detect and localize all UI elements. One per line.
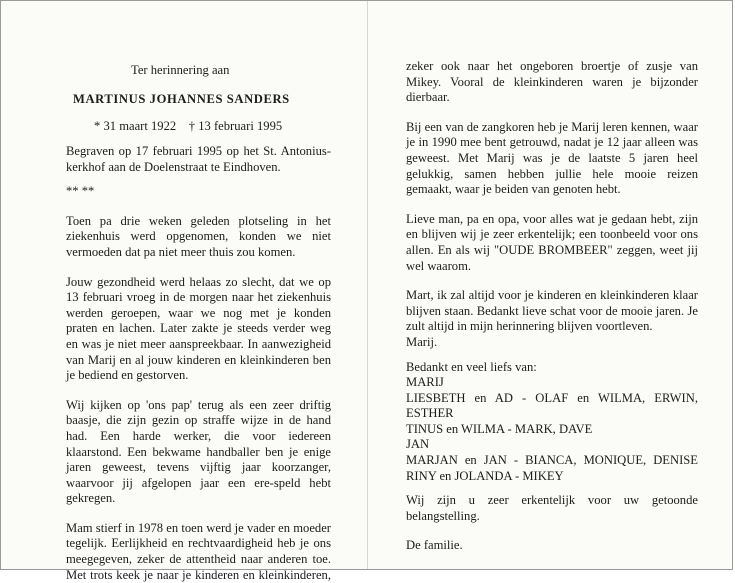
paragraph: Wij kijken op 'ons pap' terug als een zeer driftig baasje, die zijn gezin op straffe wijze in de hand had. Een harde werker, die voor iedereen klaarstond. Een bekwame handballer ben je enige jaren geweest, tevens vijftig jaar koorzanger, waarvoor jij afgelopen jaar een ere-speld hebt gekregen.: [66, 397, 331, 506]
left-column: [66, 144, 331, 583]
paragraph: zeker ook naar het ongeboren broertje of zusje van Mikey. Vooral de kleinkinderen waren je bijzonder dierbaar.: [406, 59, 698, 105]
paragraph: Lieve man, pa en opa, voor alles wat je gedaan hebt, zijn en blijven wij je zeer erkentelijk; een toonbeeld voor ons allen. En als wij "OUDE BROMBEER" zeggen, weet jij wel waarom.: [406, 211, 698, 273]
fold-line: [367, 1, 368, 569]
closing: De familie.: [406, 538, 463, 553]
signature: Marij.: [406, 334, 438, 349]
burial-text: Begraven op 17 februari 1995 op het St. Antonius-kerkhof aan de Doelenstraat te Eindhoven.: [66, 144, 331, 174]
paragraph: Mart, ik zal altijd voor je kinderen en kleinkinderen klaar blijven staan. Bedankt lieve schat voor de mooie jaren. Je zult altijd in mijn herinnering blijven voortleven.: [406, 288, 698, 334]
intro-line: Ter herinnering aan: [131, 63, 230, 77]
paragraph: Mam stierf in 1978 en toen werd je vader en moeder tegelijk. Eerlijkheid en rechtvaardigheid heb je ons meegegeven, zeker de attentheid naar anderen toe. Met trots keek je naar je kinderen en kleinkinderen,: [66, 520, 331, 582]
right-column: [406, 59, 698, 554]
family-line: TINUS en WILMA - MARK, DAVE: [406, 421, 593, 436]
life-dates: * 31 maart 1922 † 13 februari 1995: [94, 119, 283, 133]
family-line: ESTHER: [406, 406, 454, 421]
deceased-name: MARTINUS JOHANNES SANDERS: [73, 92, 290, 106]
family-line: MARIJ: [406, 375, 444, 390]
family-line: JAN: [406, 437, 430, 452]
paragraph: Bij een van de zangkoren heb je Marij leren kennen, waar je in 1990 mee bent getrouwd, nadat je 12 jaar alleen was geweest. Met Marij was je de laatste 5 jaren heel gelukkig, samen hebben jullie hele mooie reizen gemaakt, waar je beiden van genoten hebt.: [406, 119, 698, 197]
paragraph: Wij zijn u zeer erkentelijk voor uw getoonde belangstelling.: [406, 493, 698, 523]
separator: ** **: [66, 184, 95, 199]
paragraph: Jouw gezondheid werd helaas zo slecht, dat we op 13 februari vroeg in de morgen naar het ziekenhuis werden geroepen, waar we nog met je konden praten en lachen. Later zakte je steeds verder weg en was je niet meer aanspreekbaar. In aanwezigheid van Marij en al jouw kinderen en kleinkinderen ben je bediend en gestorven.: [66, 274, 331, 383]
family-line: LIESBETH en AD - OLAF en WILMA, ERWIN,: [406, 390, 698, 405]
family-line: MARJAN en JAN - BIANCA, MONIQUE, DENISE: [406, 453, 698, 468]
paragraph: Toen pa drie weken geleden plotseling in het ziekenhuis werd opgenomen, konden we niet vermoeden dat pa niet meer thuis zou komen.: [66, 213, 331, 259]
family-line: RINY en JOLANDA - MIKEY: [406, 468, 564, 483]
thanks-intro: Bedankt en veel liefs van:: [406, 359, 537, 374]
